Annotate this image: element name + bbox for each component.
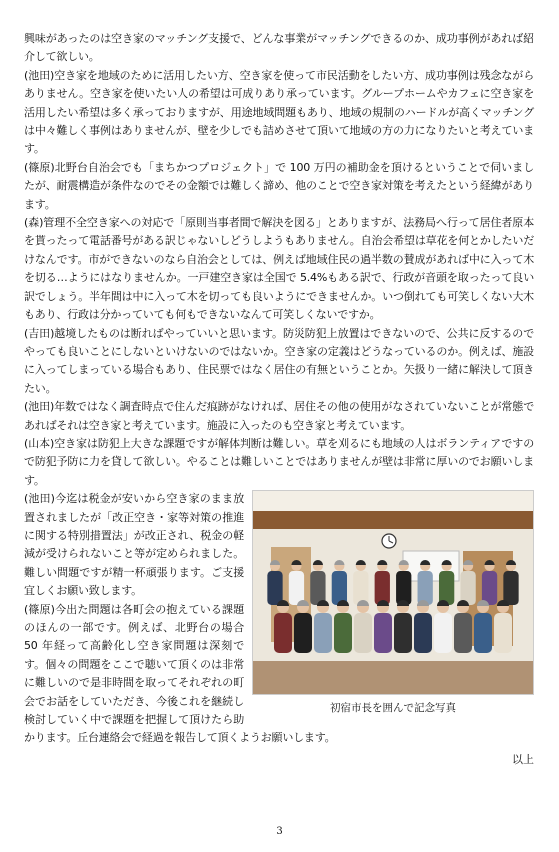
paragraph: (山本)空き家は防犯上大きな課題ですが解体判断は難しい。草を刈るにも地域の人はボランティアですので防犯予防に力を貸して欲しい。やることは難しいことではありませんが壁は非常に厚いのでお願いします。 <box>24 436 534 487</box>
photo-wrap-section <box>24 490 534 748</box>
paragraph: (池田)空き家を地域のために活用したい方、空き家を使って市民活動をしたい方、成功事例は残念ながらありません。空き家を使いたい人の希望は可成りあり承っています。グループホームやカフェに空き家を活用したい希望は多く承っておりますが、用途地域問題もあり、地域の規制のハードルが高くマッチングは中々難しく事例はありませんが、壁を少しでも詰めさせて頂いて地域の方の力になりたいと考えています。 <box>24 68 534 156</box>
paragraph: (池田)年数ではなく調査時点で住んだ痕跡がなければ、居住その他の使用がなされていないことが常態であればそれは空き家と考えています。施設に入ったのも空き家と考えています。 <box>24 400 534 432</box>
group-photo <box>252 490 534 695</box>
group-photo-illustration <box>253 491 533 694</box>
paragraph: 興味があったのは空き家のマッチング支援で、どんな事業がマッチングできるのか、成功事例があれば紹介して欲しい。 <box>24 32 534 64</box>
paragraph: (池田)今迄は税金が安いから空き家のまま放置されましたが「改正空き・家等対策の推進に関する特別措置法」が改正され、税金の軽減が受けられないこと等が定められました。難しい問題ですが精一杯頑張ります。ご支援宜しくお願い致します。 <box>24 492 244 598</box>
paragraph: (森)管理不全空き家への対応で「原則当事者間で解決を図る」とありますが、法務局へ行って居住者原本を貰ったって電話番号がある訳じゃないしどうしようもありません。自治会希望は草花を何とかしたいだけなんです。市ができないのなら自治会としては、例えば地域住民の過半数の賛成があれば中に入って木を切る…ようにはなりませんか。一戸建空き家は全国で 5.4%もある訳で、行政が音頭を取ったって良い訳でしょう。半年間は中に入って木を切っても良いようにできませんか。いつ倒れても可笑しくない大木もあり、行政は分かっていても何もできないなんて可笑しくないですか。 <box>24 216 534 322</box>
paragraph: (篠原)北野台自治会でも「まちかつプロジェクト」で 100 万円の補助金を頂けるということで伺いましたが、耐震構造が条件なのでその金額では難しく諦め、他のことで空き家対策を考えたという経緯があります。 <box>24 160 534 211</box>
body-text-top <box>24 30 534 490</box>
photo-figure <box>252 490 534 715</box>
closing-text: 以上 <box>512 752 534 766</box>
page-number: 3 <box>276 826 283 837</box>
photo-caption: 初宿市長を囲んで記念写真 <box>330 702 456 715</box>
paragraph: (篠原)今出た問題は各町会の抱えている課題のほんの一部です。例えば、北野台の場合 50 年経って高齢化し空き家問題は深刻です。個々の問題をここで聴いて頂くのは非常に難しいので是非時間を取ってそれぞれの町会でお話をしていただき、今後これを継続し検討していく中で課題を把握して頂けたら助かります。丘台連絡会で経過を報告して頂くようお願いします。 <box>24 602 336 745</box>
paragraph: (吉田)越境したものは断ればやっていいと思います。防災防犯上放置はできないので、公共に反するのでやっても良いことにしないといけないのではないか。空き家の定義はどうなっているのか。例えば、施設に入ってしまっている場合もあり、住民票ではなく居住の有無ということか。矢扱り一緒に解決して頂きたい。 <box>24 326 534 395</box>
document-page <box>24 30 534 768</box>
